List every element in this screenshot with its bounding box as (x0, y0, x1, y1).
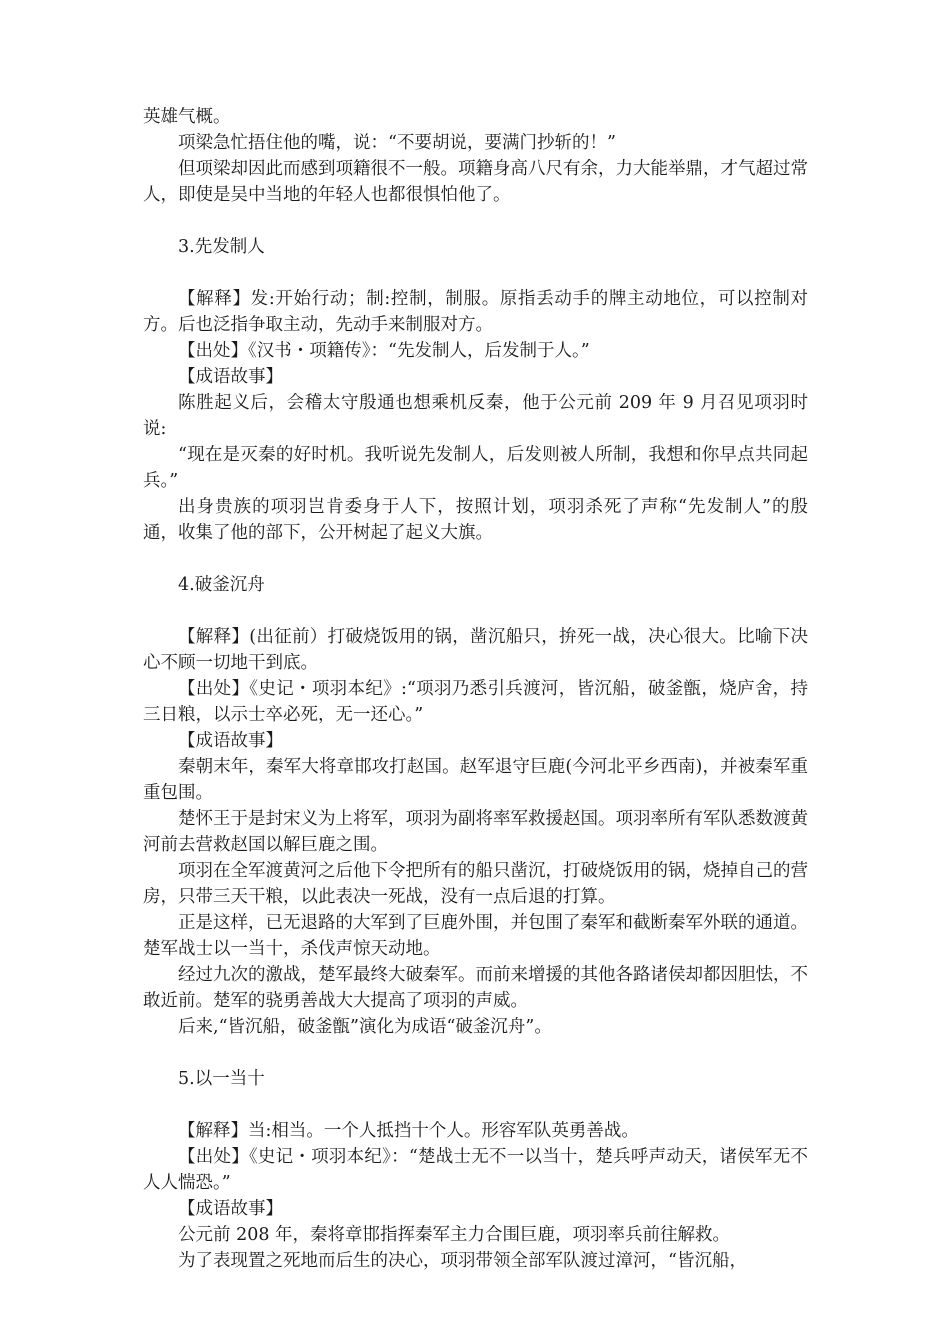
paragraph: 项梁急忙捂住他的嘴，说：“不要胡说，要满门抄斩的！” (178, 133, 616, 153)
source: 【出处】《汉书・项籍传》：“先发制人，后发制于人。” (178, 341, 590, 361)
source: 【出处】《史记・项羽本纪》：“楚战士无不一以当十，楚兵呼声动天，诸侯军无不人人惴恐。” (143, 1147, 808, 1193)
paragraph: 但项梁却因此而感到项籍很不一般。项籍身高八尺有余，力大能举鼎，才气超过常人，即使是吴中当地的年轻人也都很惧怕他了。 (143, 159, 808, 205)
section-heading-4: 4.破釜沉舟 (178, 575, 265, 595)
story-paragraph: 楚怀王于是封宋义为上将军，项羽为副将率军救援赵国。项羽率所有军队悉数渡黄河前去营救赵国以解巨鹿之围。 (143, 809, 808, 855)
document-page (143, 104, 808, 1274)
spacer (143, 546, 808, 572)
section-heading-5: 5.以一当十 (178, 1069, 265, 1089)
story-paragraph: 后来,“皆沉船，破釜甑”演化为成语“破釜沉舟”。 (178, 1017, 552, 1037)
spacer (143, 1040, 808, 1066)
story-label: 【成语故事】 (178, 367, 283, 387)
story-paragraph: 陈胜起义后，会稽太守殷通也想乘机反秦，他于公元前 209 年 9 月召见项羽时说: (143, 393, 808, 439)
section-heading-3: 3.先发制人 (178, 237, 265, 257)
paragraph: 英雄气概。 (143, 107, 231, 127)
explanation: 【解释】当:相当。一个人抵挡十个人。形容军队英勇善战。 (178, 1121, 639, 1141)
story-paragraph: 正是这样，已无退路的大军到了巨鹿外围，并包围了秦军和截断秦军外联的通道。楚军战士以一当十，杀伐声惊天动地。 (143, 913, 808, 959)
story-label: 【成语故事】 (178, 731, 283, 751)
spacer (143, 598, 808, 624)
spacer (143, 208, 808, 234)
explanation: 【解释】发:开始行动；制:控制，制服。原指丢动手的牌主动地位，可以控制对方。后也泛指争取主动，先动手来制服对方。 (143, 289, 808, 335)
story-paragraph: 出身贵族的项羽岂肯委身于人下，按照计划，项羽杀死了声称“先发制人”的殷通，收集了他的部下，公开树起了起义大旗。 (143, 497, 808, 543)
story-paragraph: 秦朝末年，秦军大将章邯攻打赵国。赵军退守巨鹿(今河北平乡西南)，并被秦军重重包围。 (143, 757, 808, 803)
spacer (143, 1092, 808, 1118)
source: 【出处】《史记・项羽本纪》:“项羽乃悉引兵渡河，皆沉船，破釜甑，烧庐舍，持三日粮，以示士卒必死，无一还心。” (143, 679, 808, 725)
spacer (143, 260, 808, 286)
story-paragraph: “现在是灭秦的好时机。我听说先发制人，后发则被人所制，我想和你早点共同起兵。” (143, 445, 808, 491)
story-paragraph: 经过九次的激战，楚军最终大破秦军。而前来增援的其他各路诸侯却都因胆怯，不敢近前。楚军的骁勇善战大大提高了项羽的声威。 (143, 965, 808, 1011)
story-paragraph: 为了表现置之死地而后生的决心，项羽带领全部军队渡过漳河，“皆沉船， (178, 1251, 747, 1271)
explanation: 【解释】(出征前）打破烧饭用的锅，凿沉船只，拚死一战，决心很大。比喻下决心不顾一切地干到底。 (143, 627, 808, 673)
story-paragraph: 公元前 208 年，秦将章邯指挥秦军主力合围巨鹿，项羽率兵前往解救。 (178, 1225, 731, 1245)
story-label: 【成语故事】 (178, 1199, 283, 1219)
story-paragraph: 项羽在全军渡黄河之后他下令把所有的船只凿沉，打破烧饭用的锅，烧掉自己的营房，只带三天干粮，以此表决一死战，没有一点后退的打算。 (143, 861, 808, 907)
